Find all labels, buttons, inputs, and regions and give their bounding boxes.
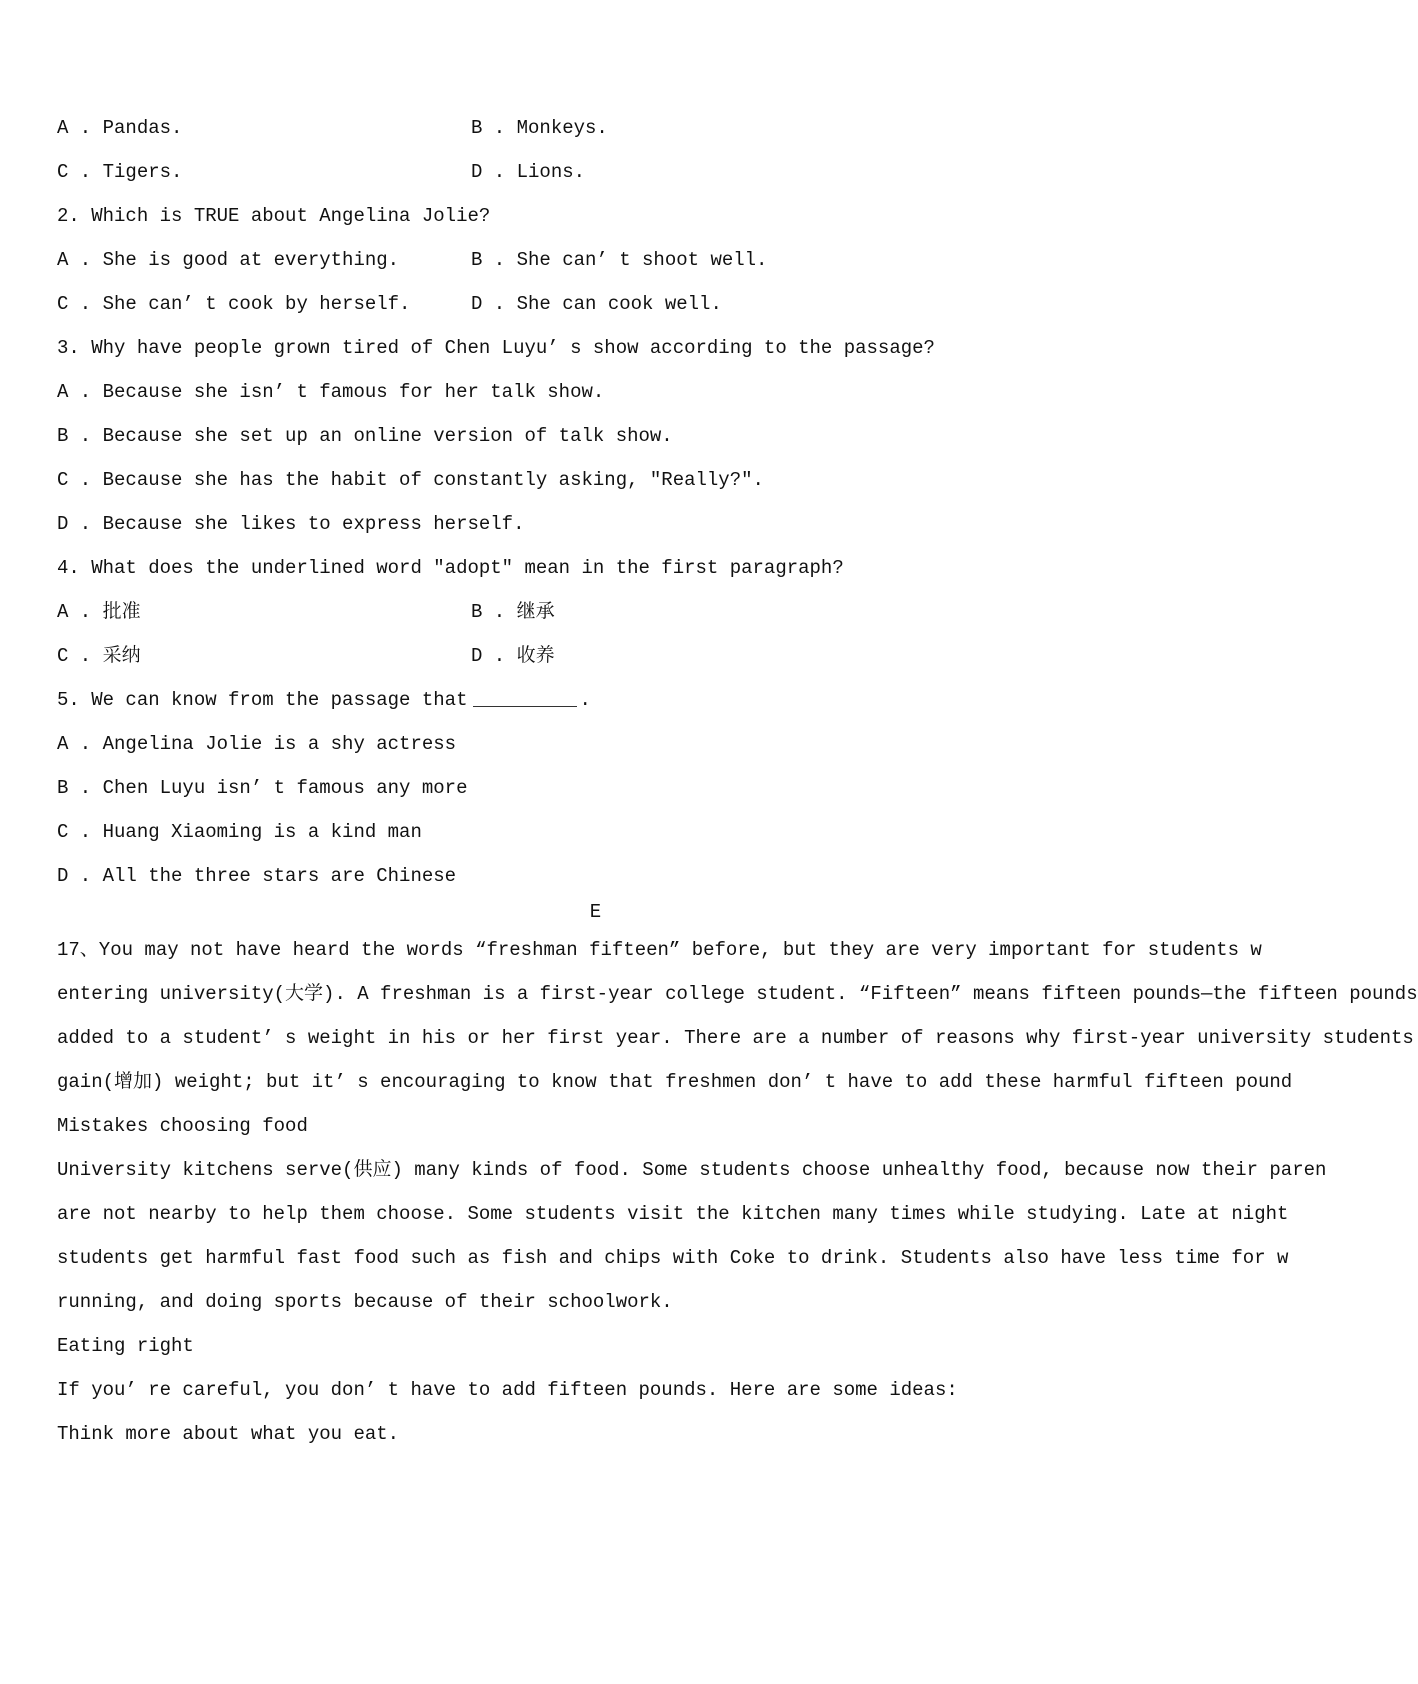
q1-option-d: D . Lions. xyxy=(471,161,586,183)
q3-option-c: C . Because she has the habit of constantly asking, "Really?". xyxy=(57,469,764,491)
q4-option-b: B . 继承 xyxy=(471,601,555,623)
q3-option-a: A . Because she isn’ t famous for her talk show. xyxy=(57,381,605,403)
q5-option-b: B . Chen Luyu isn’ t famous any more xyxy=(57,777,468,799)
q4-option-a: A . 批准 xyxy=(57,601,141,623)
passage-line: entering university(大学). A freshman is a first-year college student. “Fifteen” means fifteen pounds—the fifteen pounds xyxy=(57,983,1418,1005)
passage-line: If you’ re careful, you don’ t have to add fifteen pounds. Here are some ideas: xyxy=(57,1379,958,1401)
q1-option-b: B . Monkeys. xyxy=(471,117,608,139)
q4-option-d: D . 收养 xyxy=(471,645,555,667)
subheading: Eating right xyxy=(57,1335,194,1357)
q5-option-a: A . Angelina Jolie is a shy actress xyxy=(57,733,457,755)
q5-option-d: D . All the three stars are Chinese xyxy=(57,865,457,887)
passage-line: running, and doing sports because of their schoolwork. xyxy=(57,1291,673,1313)
q2-option-d: D . She can cook well. xyxy=(471,293,722,315)
passage-line: 17、You may not have heard the words “freshman fifteen” before, but they are very important for students w xyxy=(57,939,1262,961)
q5-text-before: 5. We can know from the passage that xyxy=(57,689,468,711)
passage-line: students get harmful fast food such as fish and chips with Coke to drink. Students also have less time for w xyxy=(57,1247,1289,1269)
passage-line: University kitchens serve(供应) many kinds of food. Some students choose unhealthy food, because now their paren xyxy=(57,1159,1327,1181)
q1-option-c: C . Tigers. xyxy=(57,161,183,183)
q4-text: 4. What does the underlined word "adopt" mean in the first paragraph? xyxy=(57,557,844,579)
passage-line: added to a student’ s weight in his or her first year. There are a number of reasons why first-year university students xyxy=(57,1027,1414,1049)
passage-line: are not nearby to help them choose. Some students visit the kitchen many times while studying. Late at night xyxy=(57,1203,1289,1225)
q4-option-c: C . 采纳 xyxy=(57,645,141,667)
q5-text-after: . xyxy=(579,689,591,711)
subheading: Mistakes choosing food xyxy=(57,1115,308,1137)
q2-option-c: C . She can’ t cook by herself. xyxy=(57,293,411,315)
q3-text: 3. Why have people grown tired of Chen Luyu’ s show according to the passage? xyxy=(57,337,935,359)
q5-text xyxy=(57,688,591,712)
section-heading: E xyxy=(589,901,602,923)
q1-option-a: A . Pandas. xyxy=(57,117,183,139)
q2-option-b: B . She can’ t shoot well. xyxy=(471,249,768,271)
q3-option-d: D . Because she likes to express herself. xyxy=(57,513,525,535)
passage-line: Think more about what you eat. xyxy=(57,1423,400,1445)
passage-line: gain(增加) weight; but it’ s encouraging to know that freshmen don’ t have to add these harmful fifteen pound xyxy=(57,1071,1293,1093)
q2-option-a: A . She is good at everything. xyxy=(57,249,400,271)
q2-text: 2. Which is TRUE about Angelina Jolie? xyxy=(57,205,491,227)
answer-blank xyxy=(473,688,577,707)
q3-option-b: B . Because she set up an online version of talk show. xyxy=(57,425,673,447)
q5-option-c: C . Huang Xiaoming is a kind man xyxy=(57,821,422,843)
